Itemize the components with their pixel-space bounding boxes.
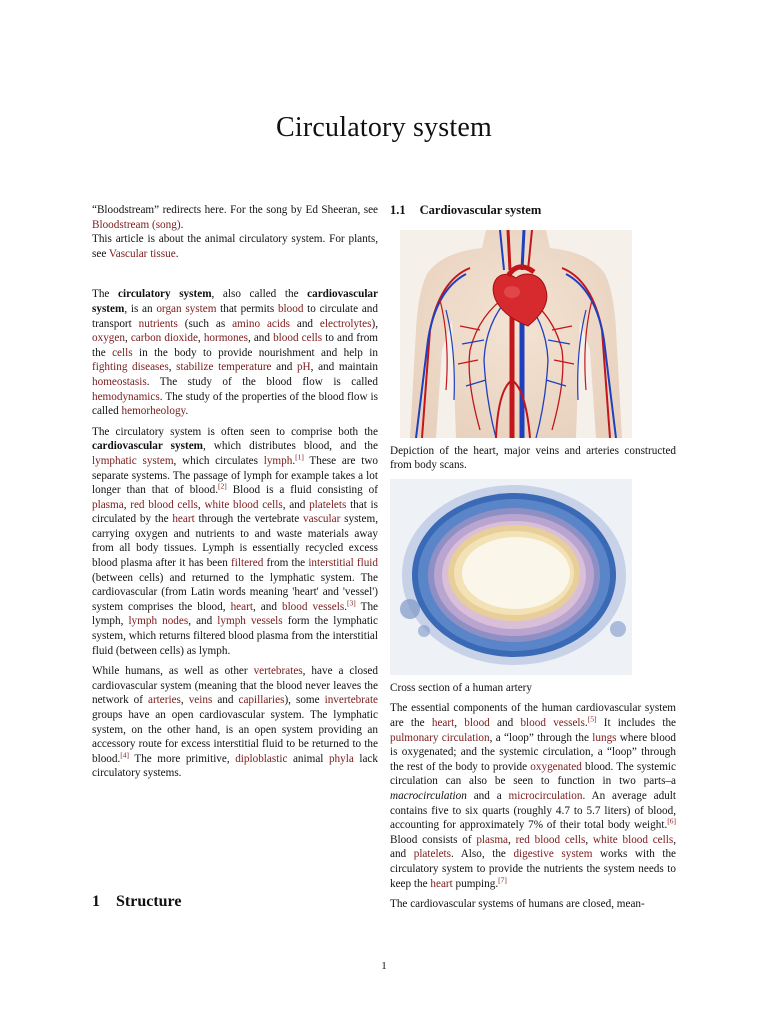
artery-cross-section-image — [390, 479, 632, 675]
link-vascular[interactable]: vascular — [303, 513, 341, 526]
link-carbon-dioxide[interactable]: carbon dioxide — [130, 332, 198, 345]
citation-4[interactable]: [4] — [120, 750, 130, 760]
link-blood-vessels[interactable]: blood vessels — [281, 600, 345, 613]
link-platelets[interactable]: platelets — [309, 498, 347, 511]
hatnote-text: “Bloodstream” redirects here. For the song by Ed Sheeran, see — [92, 204, 378, 216]
link-pulmonary-circulation[interactable]: pulmonary circulation — [390, 731, 490, 744]
link-microcirculation[interactable]: microcirculation — [508, 789, 583, 802]
link-homeostasis[interactable]: homeostasis — [92, 375, 147, 388]
section-number: 1 — [92, 893, 100, 910]
link-white-blood-cells[interactable]: white blood cells — [204, 498, 283, 511]
right-column — [390, 203, 676, 918]
link-bloodstream-song[interactable]: Bloodstream (song) — [92, 218, 181, 231]
body-paragraph: While humans, as well as other vertebrates, have a closed cardiovascular system (meaning that the blood never leaves the network of arteries, veins and capillaries), some invertebrate groups have an open cardiovascular system. The lymphatic system, on the other hand, is an open system providing an accessory route for excess interstitial fluid to be returned to the blood.[4] The more primitive, diploblastic animal phyla lack circulatory systems. — [92, 665, 379, 780]
body-paragraph: The essential components of the human cardiovascular system are the heart, blood and blood vessels.[5] It includes the pulmonary circulation, a “loop” through the lungs where blood is oxygenated; and the systemic circulation, a “loop” through the rest of the body to provide oxygenated blood. The systemic circulation can also be seen to function in two parts–a macrocirculation and a microcirculation. An average adult contains five to six quarts (roughly 4.7 to 5.7 liters) of blood, accounting for approximately 7% of their total body weight.[6] Blood consists of plasma, red blood cells, white blood cells, and platelets. Also, the digestive system works with the circulatory system to provide the nutrients the system needs to keep the heart pumping.[7] — [390, 702, 677, 890]
link-heart[interactable]: heart — [431, 716, 455, 729]
citation-7[interactable]: [7] — [498, 874, 507, 884]
left-column — [92, 203, 378, 787]
link-hemodynamics[interactable]: hemodynamics — [92, 390, 160, 403]
citation-3[interactable]: [3] — [347, 598, 356, 608]
link-cells[interactable]: cells — [112, 346, 133, 359]
link-electrolytes[interactable]: electrolytes — [319, 317, 372, 330]
link-oxygen[interactable]: oxygen — [92, 332, 125, 345]
link-blood-cells[interactable]: blood cells — [273, 332, 323, 345]
link-white-blood-cells[interactable]: white blood cells — [592, 833, 674, 846]
figure1-caption: Depiction of the heart, major veins and arteries constructed from body scans. — [390, 444, 676, 472]
bold-term: cardiovascular system — [92, 440, 203, 453]
link-red-blood-cells[interactable]: red blood cells — [130, 498, 198, 511]
link-filtered[interactable]: filtered — [231, 557, 264, 570]
link-hormones[interactable]: hormones — [203, 332, 248, 345]
link-plasma[interactable]: plasma — [476, 833, 509, 846]
link-hemorheology[interactable]: hemorheology — [121, 405, 186, 418]
figure-circulatory-diagram — [400, 230, 632, 438]
link-vertebrates[interactable]: vertebrates — [253, 665, 303, 678]
link-plasma[interactable]: plasma — [92, 498, 124, 511]
link-digestive-system[interactable]: digestive system — [513, 848, 593, 861]
citation-5[interactable]: [5] — [587, 714, 597, 724]
link-blood[interactable]: blood — [277, 302, 304, 315]
link-lymph-nodes[interactable]: lymph nodes — [128, 615, 189, 628]
page-number: 1 — [381, 960, 387, 972]
link-blood[interactable]: blood — [464, 716, 490, 729]
page-title: Circulatory system — [276, 112, 492, 143]
link-heart[interactable]: heart — [230, 600, 253, 613]
link-platelets[interactable]: platelets — [413, 848, 451, 861]
link-ph[interactable]: pH — [296, 361, 311, 374]
italic-term: macrocirculation — [390, 789, 467, 802]
link-nutrients[interactable]: nutrients — [138, 317, 178, 330]
link-lungs[interactable]: lungs — [592, 731, 617, 744]
subsection-heading — [390, 203, 676, 218]
link-invertebrate[interactable]: invertebrate — [324, 694, 379, 707]
link-interstitial-fluid[interactable]: interstitial fluid — [308, 557, 378, 570]
hatnote-text: This article is about the animal circulatory system. For plants, see — [92, 233, 378, 260]
link-lymph-vessels[interactable]: lymph vessels — [217, 615, 283, 628]
link-capillaries[interactable]: capillaries — [238, 694, 285, 707]
link-diploblastic[interactable]: diploblastic — [235, 752, 288, 765]
link-amino-acids[interactable]: amino acids — [232, 317, 290, 330]
figure2-caption: Cross section of a human artery — [390, 681, 532, 694]
subsection-number: 1.1 — [390, 203, 406, 217]
link-stabilize-temperature[interactable]: stabilize temperature — [176, 361, 272, 374]
link-red-blood-cells[interactable]: red blood cells — [515, 833, 586, 846]
subsection-title: Cardiovascular system — [419, 203, 542, 217]
bold-term: cardiovascular system — [92, 288, 378, 315]
bold-term: circulatory system — [118, 288, 212, 301]
figure-artery-cross-section — [390, 479, 632, 675]
hatnote — [92, 203, 378, 261]
citation-2[interactable]: [2] — [218, 481, 227, 491]
link-blood-vessels[interactable]: blood vessels — [520, 716, 585, 729]
link-fighting-diseases[interactable]: fighting diseases — [92, 361, 169, 374]
link-heart[interactable]: heart — [430, 877, 453, 890]
link-vascular-tissue[interactable]: Vascular tissue — [108, 247, 176, 260]
circulatory-body-illustration — [400, 230, 632, 438]
citation-6[interactable]: [6] — [667, 816, 676, 826]
section-title: Structure — [116, 893, 182, 910]
link-oxygenated[interactable]: oxygenated — [530, 760, 582, 773]
link-lymphatic-system[interactable]: lymphatic system — [92, 454, 174, 467]
intro-paragraph: The circulatory system, also called the cardiovascular system, is an organ system that permits blood to circulate and transport nutrients (such as amino acids and electrolytes), oxygen, carbon dioxide, hormones, and blood cells to and from the cells in the body to provide nourishment and help in fighting diseases, stabilize temperature and pH, and maintain homeostasis. The study of the blood flow is called hemodynamics. The study of the properties of the blood flow is called hemorheology. — [92, 288, 379, 418]
body-paragraph: The circulatory system is often seen to comprise both the cardiovascular system, which distributes blood, and the lymphatic system, which circulates lymph.[1] These are two separate systems. The passage of lymph for example takes a lot longer than that of blood.[2] Blood is a fluid consisting of plasma, red blood cells, white blood cells, and platelets that is circulated by the heart through the vertebrate vascular system, carrying oxygen and nutrients to and waste materials away from all body tissues. Lymph is essentially recycled excess blood plasma after it has been filtered from the interstitial fluid (between cells) and returned to the lymphatic system. The cardiovascular (from Latin words meaning 'heart' and 'vessel') system comprises the blood, heart, and blood vessels.[3] The lymph, lymph nodes, and lymph vessels form the lymphatic system, which returns filtered blood plasma from the interstitial fluid (between cells) as lymph. — [92, 425, 379, 657]
citation-1[interactable]: [1] — [295, 452, 304, 462]
link-arteries[interactable]: arteries — [147, 694, 181, 707]
link-phyla[interactable]: phyla — [328, 752, 354, 765]
hatnote-text: . — [180, 218, 184, 231]
link-organ-system[interactable]: organ system — [156, 302, 217, 315]
section-heading — [92, 893, 181, 911]
body-paragraph: The cardiovascular systems of humans are closed, mean- — [390, 898, 645, 911]
link-heart[interactable]: heart — [172, 513, 195, 526]
link-veins[interactable]: veins — [188, 694, 213, 707]
link-lymph[interactable]: lymph — [263, 454, 293, 467]
hatnote-text: . — [175, 247, 179, 260]
